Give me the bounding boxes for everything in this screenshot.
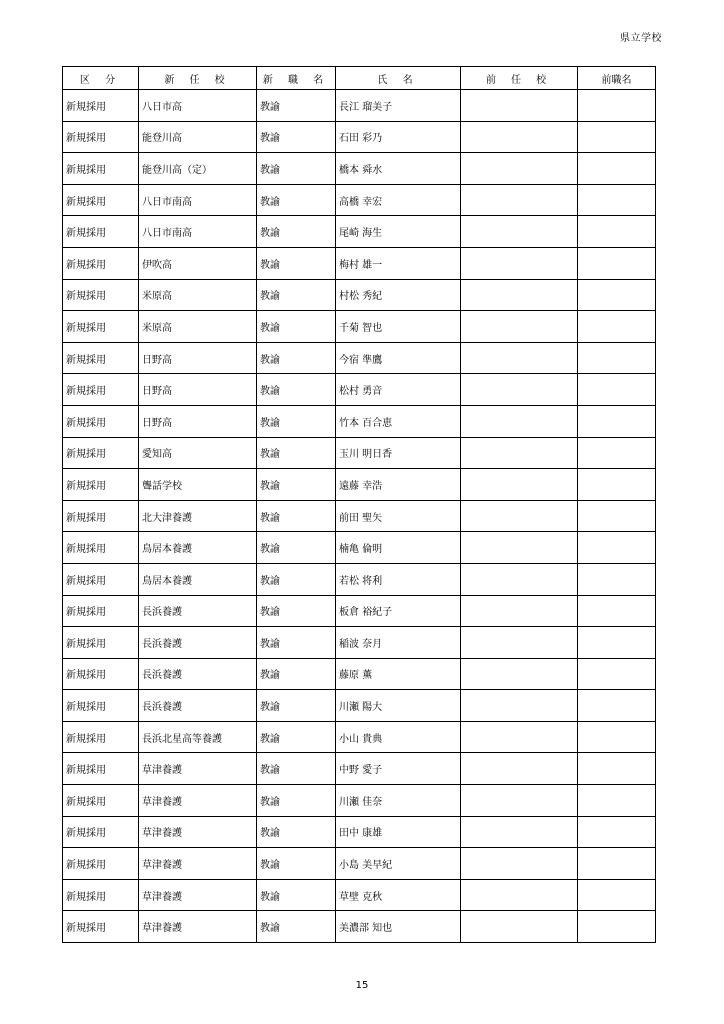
cell-new-school: 鳥居本養護	[139, 532, 257, 564]
cell-category: 新規採用	[63, 753, 139, 785]
cell-name: 村松 秀紀	[336, 279, 461, 311]
cell-category: 新規採用	[63, 279, 139, 311]
cell-previous-school	[461, 311, 578, 343]
cell-name: 松村 勇音	[336, 374, 461, 406]
cell-new-school: 米原高	[139, 311, 257, 343]
table-row	[63, 374, 656, 406]
cell-previous-school	[461, 121, 578, 153]
table-row	[63, 469, 656, 501]
cell-previous-school	[461, 90, 578, 122]
cell-previous-position	[578, 247, 656, 279]
cell-previous-school	[461, 690, 578, 722]
cell-new-position: 教諭	[257, 785, 336, 817]
cell-new-school: 長浜養護	[139, 690, 257, 722]
column-header-previous-school: 前 任 校	[461, 67, 578, 90]
cell-previous-position	[578, 90, 656, 122]
cell-category: 新規採用	[63, 374, 139, 406]
table-row	[63, 121, 656, 153]
cell-previous-position	[578, 848, 656, 880]
cell-name: 今宿 準鷹	[336, 342, 461, 374]
cell-new-school: 草津養護	[139, 848, 257, 880]
cell-new-school: 鳥居本養護	[139, 563, 257, 595]
cell-previous-position	[578, 627, 656, 659]
cell-new-school: 八日市南高	[139, 216, 257, 248]
table-row	[63, 279, 656, 311]
cell-new-school: 伊吹高	[139, 247, 257, 279]
cell-new-school: 米原高	[139, 279, 257, 311]
cell-previous-school	[461, 658, 578, 690]
cell-previous-school	[461, 247, 578, 279]
cell-new-school: 長浜北星高等養護	[139, 721, 257, 753]
cell-new-position: 教諭	[257, 532, 336, 564]
cell-name: 長江 瑠美子	[336, 90, 461, 122]
cell-name: 楠亀 倫明	[336, 532, 461, 564]
cell-name: 板倉 裕紀子	[336, 595, 461, 627]
cell-previous-school	[461, 405, 578, 437]
table-row	[63, 879, 656, 911]
cell-category: 新規採用	[63, 153, 139, 185]
cell-name: 遠藤 幸浩	[336, 469, 461, 501]
cell-previous-school	[461, 342, 578, 374]
cell-category: 新規採用	[63, 816, 139, 848]
cell-new-position: 教諭	[257, 121, 336, 153]
cell-name: 梅村 雄一	[336, 247, 461, 279]
table-row	[63, 184, 656, 216]
cell-category: 新規採用	[63, 311, 139, 343]
cell-previous-position	[578, 121, 656, 153]
table-row	[63, 595, 656, 627]
cell-previous-school	[461, 469, 578, 501]
cell-name: 草壁 克秋	[336, 879, 461, 911]
cell-category: 新規採用	[63, 911, 139, 943]
cell-previous-school	[461, 785, 578, 817]
table-row	[63, 816, 656, 848]
table-row	[63, 342, 656, 374]
cell-new-position: 教諭	[257, 879, 336, 911]
cell-new-position: 教諭	[257, 405, 336, 437]
cell-new-school: 草津養護	[139, 879, 257, 911]
cell-previous-school	[461, 532, 578, 564]
cell-previous-position	[578, 374, 656, 406]
cell-new-position: 教諭	[257, 216, 336, 248]
cell-new-position: 教諭	[257, 342, 336, 374]
cell-category: 新規採用	[63, 690, 139, 722]
cell-new-school: 草津養護	[139, 911, 257, 943]
table-row	[63, 153, 656, 185]
cell-previous-position	[578, 595, 656, 627]
cell-new-position: 教諭	[257, 374, 336, 406]
table-row	[63, 247, 656, 279]
table-row	[63, 753, 656, 785]
cell-name: 石田 彩乃	[336, 121, 461, 153]
cell-previous-school	[461, 911, 578, 943]
cell-new-school: 八日市高	[139, 90, 257, 122]
cell-previous-position	[578, 721, 656, 753]
cell-new-position: 教諭	[257, 563, 336, 595]
cell-new-school: 日野高	[139, 374, 257, 406]
cell-new-school: 能登川高（定）	[139, 153, 257, 185]
cell-name: 川瀬 佳奈	[336, 785, 461, 817]
cell-previous-school	[461, 437, 578, 469]
cell-previous-school	[461, 500, 578, 532]
cell-new-school: 長浜養護	[139, 658, 257, 690]
cell-name: 千菊 智也	[336, 311, 461, 343]
category-label: 県立学校	[620, 33, 662, 44]
cell-category: 新規採用	[63, 532, 139, 564]
cell-name: 高橋 幸宏	[336, 184, 461, 216]
cell-new-position: 教諭	[257, 848, 336, 880]
page-number: 15	[355, 980, 369, 991]
table-row	[63, 563, 656, 595]
cell-category: 新規採用	[63, 216, 139, 248]
cell-previous-position	[578, 153, 656, 185]
cell-new-school: 聾話学校	[139, 469, 257, 501]
cell-category: 新規採用	[63, 848, 139, 880]
cell-previous-position	[578, 532, 656, 564]
cell-new-position: 教諭	[257, 911, 336, 943]
table-row	[63, 627, 656, 659]
table-body	[63, 90, 656, 943]
cell-name: 田中 康雄	[336, 816, 461, 848]
cell-name: 竹本 百合恵	[336, 405, 461, 437]
cell-new-position: 教諭	[257, 184, 336, 216]
cell-previous-school	[461, 848, 578, 880]
cell-category: 新規採用	[63, 121, 139, 153]
cell-category: 新規採用	[63, 184, 139, 216]
cell-category: 新規採用	[63, 879, 139, 911]
column-header-previous-position: 前職名	[578, 67, 656, 90]
cell-previous-school	[461, 153, 578, 185]
cell-name: 若松 将利	[336, 563, 461, 595]
table-row	[63, 911, 656, 943]
table-row	[63, 532, 656, 564]
cell-new-position: 教諭	[257, 247, 336, 279]
cell-new-position: 教諭	[257, 753, 336, 785]
header-row	[63, 67, 656, 90]
cell-new-school: 長浜養護	[139, 595, 257, 627]
cell-category: 新規採用	[63, 721, 139, 753]
cell-name: 小島 美早紀	[336, 848, 461, 880]
cell-name: 稲波 奈月	[336, 627, 461, 659]
cell-category: 新規採用	[63, 627, 139, 659]
cell-previous-position	[578, 563, 656, 595]
cell-new-position: 教諭	[257, 437, 336, 469]
cell-category: 新規採用	[63, 90, 139, 122]
cell-previous-school	[461, 879, 578, 911]
cell-name: 中野 愛子	[336, 753, 461, 785]
cell-previous-school	[461, 184, 578, 216]
cell-category: 新規採用	[63, 595, 139, 627]
cell-new-school: 草津養護	[139, 816, 257, 848]
cell-previous-position	[578, 342, 656, 374]
cell-new-school: 能登川高	[139, 121, 257, 153]
cell-previous-position	[578, 753, 656, 785]
cell-previous-school	[461, 816, 578, 848]
cell-new-position: 教諭	[257, 90, 336, 122]
cell-new-school: 八日市南高	[139, 184, 257, 216]
cell-new-position: 教諭	[257, 816, 336, 848]
cell-category: 新規採用	[63, 342, 139, 374]
cell-name: 玉川 明日香	[336, 437, 461, 469]
table-row	[63, 311, 656, 343]
cell-new-school: 長浜養護	[139, 627, 257, 659]
cell-new-school: 日野高	[139, 342, 257, 374]
cell-previous-school	[461, 627, 578, 659]
cell-previous-school	[461, 595, 578, 627]
cell-name: 川瀬 陽大	[336, 690, 461, 722]
cell-new-position: 教諭	[257, 469, 336, 501]
table-row	[63, 90, 656, 122]
table-row	[63, 785, 656, 817]
cell-previous-position	[578, 785, 656, 817]
table-row	[63, 658, 656, 690]
cell-name: 橋本 舜水	[336, 153, 461, 185]
table-row	[63, 405, 656, 437]
personnel-table	[62, 66, 656, 943]
column-header-new-position: 新 職 名	[257, 67, 336, 90]
cell-category: 新規採用	[63, 658, 139, 690]
cell-previous-position	[578, 405, 656, 437]
cell-name: 美濃部 知也	[336, 911, 461, 943]
cell-name: 尾崎 海生	[336, 216, 461, 248]
column-header-category: 区 分	[63, 67, 139, 90]
cell-previous-school	[461, 563, 578, 595]
column-header-new-school: 新 任 校	[139, 67, 257, 90]
cell-new-school: 愛知高	[139, 437, 257, 469]
cell-new-position: 教諭	[257, 658, 336, 690]
cell-previous-position	[578, 437, 656, 469]
cell-category: 新規採用	[63, 500, 139, 532]
cell-previous-school	[461, 753, 578, 785]
cell-category: 新規採用	[63, 405, 139, 437]
table-row	[63, 848, 656, 880]
cell-category: 新規採用	[63, 437, 139, 469]
cell-name: 小山 貴典	[336, 721, 461, 753]
cell-previous-position	[578, 500, 656, 532]
cell-previous-position	[578, 311, 656, 343]
cell-new-position: 教諭	[257, 627, 336, 659]
cell-previous-school	[461, 216, 578, 248]
cell-new-school: 日野高	[139, 405, 257, 437]
cell-previous-position	[578, 469, 656, 501]
table-row	[63, 500, 656, 532]
cell-category: 新規採用	[63, 785, 139, 817]
cell-previous-school	[461, 721, 578, 753]
cell-previous-school	[461, 279, 578, 311]
cell-category: 新規採用	[63, 563, 139, 595]
cell-previous-position	[578, 879, 656, 911]
cell-previous-position	[578, 658, 656, 690]
cell-new-position: 教諭	[257, 153, 336, 185]
cell-category: 新規採用	[63, 247, 139, 279]
cell-category: 新規採用	[63, 469, 139, 501]
cell-previous-position	[578, 279, 656, 311]
cell-previous-position	[578, 690, 656, 722]
table-row	[63, 721, 656, 753]
cell-previous-school	[461, 374, 578, 406]
table-row	[63, 216, 656, 248]
cell-new-position: 教諭	[257, 595, 336, 627]
cell-new-school: 草津養護	[139, 753, 257, 785]
cell-new-position: 教諭	[257, 311, 336, 343]
table-row	[63, 437, 656, 469]
cell-previous-position	[578, 816, 656, 848]
cell-name: 藤原 薫	[336, 658, 461, 690]
cell-new-school: 草津養護	[139, 785, 257, 817]
cell-new-position: 教諭	[257, 690, 336, 722]
cell-new-school: 北大津養護	[139, 500, 257, 532]
cell-previous-position	[578, 184, 656, 216]
cell-previous-position	[578, 216, 656, 248]
cell-name: 前田 聖矢	[336, 500, 461, 532]
cell-new-position: 教諭	[257, 279, 336, 311]
cell-new-position: 教諭	[257, 721, 336, 753]
column-header-name: 氏 名	[336, 67, 461, 90]
table-row	[63, 690, 656, 722]
cell-previous-position	[578, 911, 656, 943]
cell-new-position: 教諭	[257, 500, 336, 532]
